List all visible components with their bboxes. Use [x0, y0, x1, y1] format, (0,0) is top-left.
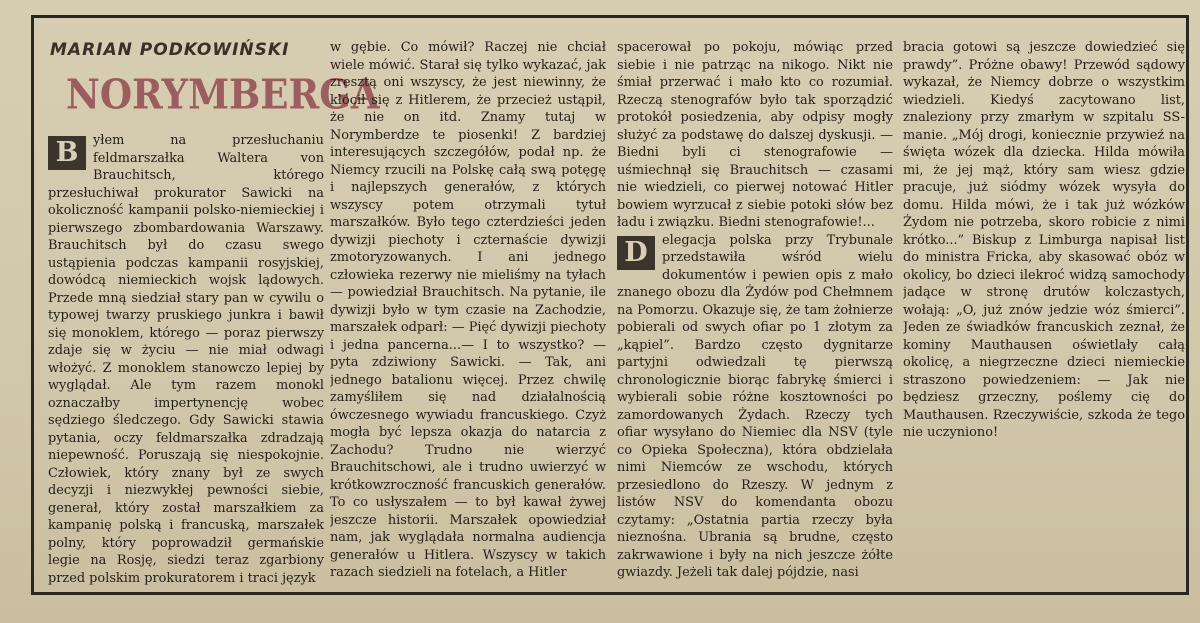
article-title: NORYMBERGA [66, 70, 380, 119]
article-column-2 [330, 39, 606, 589]
section-1-dropcap: B [48, 136, 86, 170]
section-2-paragraph [617, 232, 893, 582]
article-column-1 [48, 132, 324, 587]
section-1-paragraph [330, 39, 606, 582]
article-column-4 [903, 39, 1185, 589]
section-1-paragraph [48, 132, 324, 587]
section-1-paragraph [617, 39, 893, 232]
section-1-text: spacerował po pokoju, mówiąc przed siebie i nie patrząc na nikogo. Nikt nie śmiał przerwać i mało kto co rozumiał. Rzeczą stenografów było tak sporządzić protokół posiedzenia, aby odpisy mogły służyć za podstawę do dalszej dyskusji. — Biedni byli ci stenografowie — uśmiechnął się Brauchitsch — czasami nie wiedzieli, co pierwej notować Hitler bowiem wyrzucał z siebie potoki słów bez ładu i związku. Biedni stenografowie!... [617, 40, 893, 230]
section-2-text: bracia gotowi są jeszcze dowiedzieć się prawdy”. Próżne obawy! Przewód sądowy wykazał, że Niemcy dobrze o wszystkim wiedzieli. Kiedyś zacytowano list, znaleziony przy zmarłym w szpitalu SS-manie. „Mój drogi, koniecznie przywieź na święta wózek dla dziecka. Hilda mówiła mi, że jej mąż, który sam wiesz gdzie pracuje, już siódmy wózek wysyła do domu. Hilda mówi, że i tak już wózków Żydom nie potrzeba, skoro robicie z nimi krótko...” Biskup z Limburga napisał list do ministra Fricka, aby skasować obóz w okolicy, bo dzieci ilekroć widzą samochody jadące w stronę drutów kolczastych, wołają: „O, już znów jedzie wóz śmierci”. Jeden ze świadków francuskich zeznał, że kominy Mauthausen oświetlały całą okolicę, a niegrzeczne dzieci niemieckie straszono powiedzeniem: — Jak nie będziesz grzeczny, poślemy cię do Mauthausen. Rzeczywiście, szkoda że tego nie uczyniono! [903, 40, 1185, 440]
author-byline: MARIAN PODKOWIŃSKI [50, 40, 290, 60]
section-2-text: elegacja polska przy Trybunale przedstawiła wśród wielu dokumentów i pewien opis z mało znanego obozu dla Żydów pod Chełmnem na Pomorzu. Okazuje się, że tam żołnierze pobierali od swych ofiar po 1 złotym za „kąpiel”. Bardzo często dygnitarze partyjni odwiedzali tę pierwszą chronologicznie biorąc fabrykę śmierci i wybierali sobie różne kosztowności po zamordowanych Żydach. Rzeczy tych ofiar wysyłano do Niemiec dla NSV (tyle co Opieka Społeczna), która obdzielała nimi Niemców ze wschodu, których przesiedlono do Rzeszy. W jednym z listów NSV do komendanta obozu czytamy: „Ostatnia partia rzeczy była nieznośna. Ubrania są brudne, często zakrwawione i były na nich jeszcze żółte gwiazdy. Jeżeli tak dalej pójdzie, nasi [617, 232, 893, 580]
section-1-text: yłem na przesłuchaniu feldmarszałka Waltera von Brauchitsch, którego przesłuchiwał prokurator Sawicki na okoliczność kampanii polsko-niemieckiej i pierwszego zbombardowania Warszawy. Brauchitsch był do czasu swego ustąpienia podczas kampanii rosyjskiej, dowódcą niemieckich wojsk lądowych. Przede mną siedział stary pan w cywilu o typowej twarzy pruskiego junkra i bawił się monoklem, którego — poraz pierwszy zdaje się w życiu — nie miał odwagi włożyć. Z monoklem stanowczo lepiej by wyglądał. Ale tym razem monokl oznaczałby impertynencję wobec sędziego śledczego. Gdy Sawicki stawia pytania, oczy feldmarszałka zdradzają niepewność. Poruszają się niespokojnie. Człowiek, który znany był ze swych decyzji i niezwykłej pewności siebie, generał, który został marszałkiem za kampanię polską i francuską, marszałek polny, który poprowadził germańskie legie na Rosję, siedzi teraz zgarbiony przed polskim prokuratorem i traci język [48, 133, 324, 586]
section-1-text: w gębie. Co mówił? Raczej nie chciał wiele mówić. Starał się tylko wykazać, jak zresztą oni wszyscy, że jest niewinny, że kłócił się z Hitlerem, że przecież ustąpił, że nie on itd. Znamy tutaj w Norymberdze te piosenki! Z bardziej interesujących szczegółów, podał np. że Niemcy rzucili na Polskę całą swą potęgę i najlepszych generałów, z których wszyscy potem otrzymali tytuł marszałków. Było tego czterdzieści jeden dywizji piechoty i czternaście dywizji zmotoryzowanych. I ani jednego człowieka rezerwy nie mieliśmy na tyłach — powiedział Brauchitsch. Na pytanie, ile dywizji było w tym czasie na Zachodzie, marszałek odparł: — Pięć dywizji piechoty i jedna pancerna...— I to wszystko? — pyta zdziwiony Sawicki. — Tak, ani jednego batalionu więcej. Przez chwilę zamyśliłem się nad działalnością ówczesnego wywiadu francuskiego. Czyż mogła być lepsza okazja do natarcia z Zachodu? Trudno nie wierzyć Brauchitschowi, ale i trudno uwierzyć w krótkowzroczność francuskich generałów. To co usłyszałem — to był kawał żywej jeszcze historii. Marszałek opowiedział nam, jak wyglądała normalna audiencja generałów u Hitlera. Wszyscy w takich razach siedzieli na fotelach, a Hitler [330, 40, 606, 580]
article-column-3 [617, 39, 893, 589]
section-2-paragraph [903, 39, 1185, 442]
section-2-dropcap: D [617, 236, 655, 270]
